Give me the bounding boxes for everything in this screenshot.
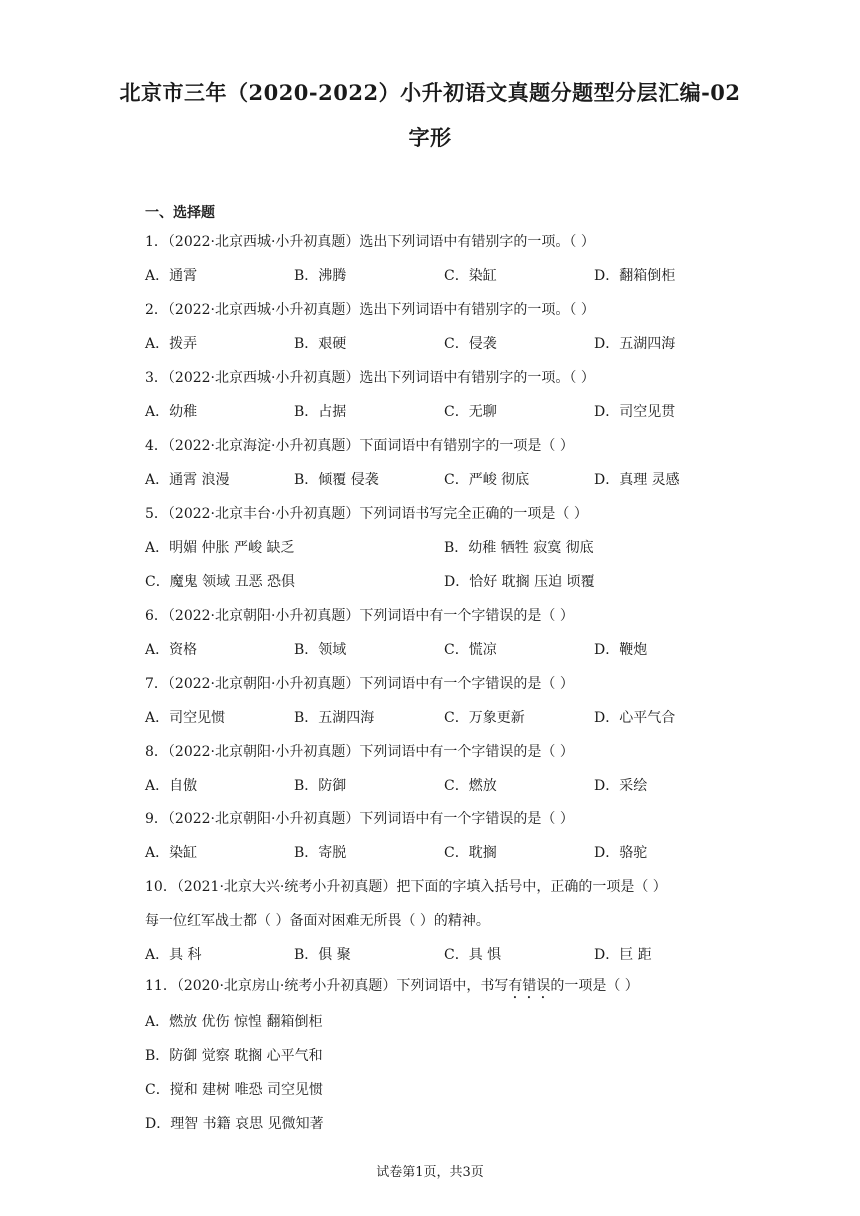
question-8-stem: 8．（2022·北京朝阳·小升初真题）下列词语中有一个字错误的是（ ） [145,744,574,760]
question-8-option-c[interactable]: C．燃放 [444,778,497,794]
question-7-stem: 7．（2022·北京朝阳·小升初真题）下列词语中有一个字错误的是（ ） [145,676,574,692]
question-5-option-d[interactable]: D．恰好 耽搁 压迫 顷覆 [444,574,595,590]
question-9-stem: 9．（2022·北京朝阳·小升初真题）下列词语中有一个字错误的是（ ） [145,811,574,827]
question-7-option-c[interactable]: C．万象更新 [444,710,525,726]
question-3-option-c[interactable]: C．无聊 [444,404,497,420]
question-7-option-d[interactable]: D．心平气合 [594,710,676,726]
question-5-option-a[interactable]: A．明媚 仲胀 严峻 缺乏 [145,540,295,556]
question-10-option-c[interactable]: C．具 惧 [444,947,502,963]
question-1-option-d[interactable]: D．翻箱倒柜 [594,268,676,284]
question-7-option-b[interactable]: B．五湖四海 [294,710,375,726]
question-11-option-d[interactable]: D．理智 书籍 哀思 见微知著 [145,1116,324,1132]
question-9-option-d[interactable]: D．骆驼 [594,845,648,861]
question-3-stem: 3．（2022·北京西城·小升初真题）选出下列词语中有错别字的一项。（ ） [145,370,595,386]
question-5-option-c[interactable]: C．魔鬼 领域 丑恶 恐俱 [145,574,296,590]
question-5-option-b[interactable]: B．幼稚 牺牲 寂寞 彻底 [444,540,594,556]
question-11-option-b[interactable]: B．防御 觉察 耽搁 心平气和 [145,1048,323,1064]
question-6-option-c[interactable]: C．慌凉 [444,642,497,658]
question-6-stem: 6．（2022·北京朝阳·小升初真题）下列词语中有一个字错误的是（ ） [145,608,574,624]
question-11-stem-post: 的一项是（ ） [550,978,639,994]
question-1-option-a[interactable]: A．通霄 [145,268,198,284]
question-2-option-b[interactable]: B．艰硬 [294,336,347,352]
question-7-option-a[interactable]: A．司空见惯 [145,710,226,726]
question-11-option-a[interactable]: A．燃放 优伤 惊惶 翻箱倒柜 [145,1014,323,1030]
page-title: 北京市三年（2020-2022）小升初语文真题分题型分层汇编-02 [119,80,741,105]
question-4-option-c[interactable]: C．严峻 彻底 [444,472,530,488]
question-6-option-a[interactable]: A．资格 [145,642,198,658]
question-4-option-a[interactable]: A．通霄 浪漫 [145,472,230,488]
question-10-sentence: 每一位红军战士都（ ）备面对困难无所畏（ ）的精神。 [145,913,490,929]
question-2-stem: 2．（2022·北京西城·小升初真题）选出下列词语中有错别字的一项。（ ） [145,302,595,318]
question-10-option-d[interactable]: D．巨 距 [594,947,652,963]
question-11-stem-pre: 11．（2020·北京房山·统考小升初真题）下列词语中，书写 [145,978,509,994]
question-2-option-c[interactable]: C．侵袭 [444,336,497,352]
question-2-option-d[interactable]: D．五湖四海 [594,336,676,352]
question-8-option-d[interactable]: D．采绘 [594,778,648,794]
question-11-stem [145,975,639,1002]
page-subtitle: 字形 [408,125,452,150]
question-9-option-b[interactable]: B．寄脱 [294,845,347,861]
question-3-option-a[interactable]: A．幼稚 [145,404,198,420]
question-10-option-b[interactable]: B．俱 聚 [294,947,351,963]
question-11-option-c[interactable]: C．搅和 建树 唯恐 司空见惯 [145,1082,324,1098]
question-4-option-d[interactable]: D．真理 灵感 [594,472,680,488]
question-3-option-d[interactable]: D．司空见贯 [594,404,676,420]
question-2-option-a[interactable]: A．拨弄 [145,336,198,352]
question-4-stem: 4．（2022·北京海淀·小升初真题）下面词语中有错别字的一项是（ ） [145,438,574,454]
question-10-option-a[interactable]: A．具 科 [145,947,202,963]
section-heading: 一、选择题 [145,205,215,221]
question-9-option-c[interactable]: C．耽搁 [444,845,497,861]
question-6-option-d[interactable]: D．鞭炮 [594,642,648,658]
question-1-option-b[interactable]: B．沸腾 [294,268,347,284]
page-footer: 试卷第1页，共3页 [376,1165,484,1180]
question-4-option-b[interactable]: B．倾覆 侵袭 [294,472,379,488]
question-1-option-c[interactable]: C．染缸 [444,268,497,284]
question-9-option-a[interactable]: A．染缸 [145,845,198,861]
question-8-option-b[interactable]: B．防御 [294,778,347,794]
question-3-option-b[interactable]: B．占据 [294,404,347,420]
question-1-stem: 1．（2022·北京西城·小升初真题）选出下列词语中有错别字的一项。（ ） [145,234,595,250]
question-8-option-a[interactable]: A．自傲 [145,778,198,794]
question-11-emphasis: 有错误 [508,978,551,994]
question-10-stem: 10．（2021·北京大兴·统考小升初真题）把下面的字填入括号中，正确的一项是（ ） [145,879,667,895]
question-6-option-b[interactable]: B．领域 [294,642,347,658]
question-5-stem: 5．（2022·北京丰台·小升初真题）下列词语书写完全正确的一项是（ ） [145,506,588,522]
